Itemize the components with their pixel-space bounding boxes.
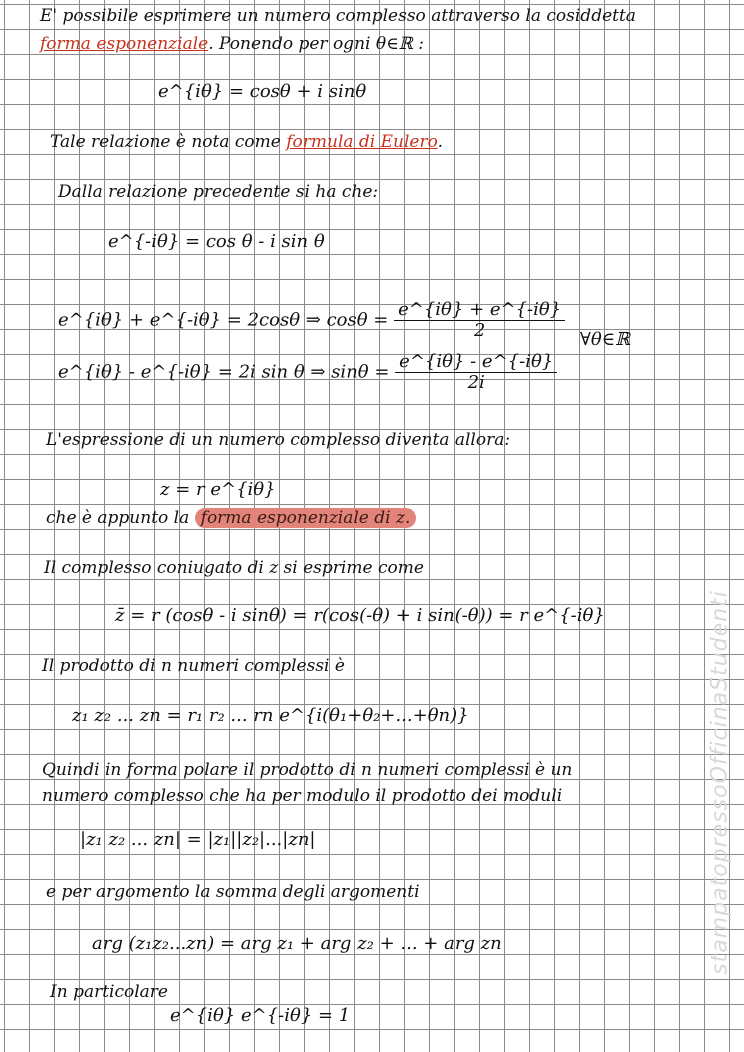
highlight-exponential-form: forma esponenziale di z. bbox=[195, 508, 417, 528]
fraction-cos-denominator: 2 bbox=[473, 320, 486, 341]
equation-conjugate: z̄ = r (cosθ - i sinθ) = r(cos(-θ) + i sin(-θ)) = r e^{-iθ} bbox=[115, 605, 605, 626]
equation-sin bbox=[58, 352, 557, 393]
equation-cos-left: e^{iθ} + e^{-iθ} = 2cosθ ⇒ cosθ = bbox=[58, 309, 389, 331]
text-line-3 bbox=[50, 132, 443, 152]
equation-euler: e^{iθ} = cosθ + i sinθ bbox=[158, 81, 367, 102]
equation-product: z₁ z₂ ... zn = r₁ r₂ ... rn e^{i(θ₁+θ₂+...+θn)} bbox=[72, 705, 469, 726]
equation-exponential-form: z = r e^{iθ} bbox=[160, 479, 276, 500]
fraction-sin-numerator: e^{iθ} - e^{-iθ} bbox=[395, 352, 557, 373]
text-line-4: Dalla relazione precedente si ha che: bbox=[58, 182, 379, 202]
fraction-sin bbox=[395, 352, 557, 393]
fraction-sin-denominator: 2i bbox=[467, 372, 485, 393]
forall-theta: ∀θ∈ℝ bbox=[580, 329, 630, 350]
term-exponential-form: forma esponenziale bbox=[40, 34, 209, 54]
equation-conjugate-euler: e^{-iθ} = cos θ - i sin θ bbox=[108, 231, 325, 252]
fraction-cos bbox=[394, 300, 565, 341]
text-line-6 bbox=[46, 508, 416, 528]
equation-sin-left: e^{iθ} - e^{-iθ} = 2i sin θ ⇒ sinθ = bbox=[58, 361, 390, 383]
text-line-3-a: Tale relazione è nota come bbox=[50, 132, 281, 152]
text-line-12: In particolare bbox=[50, 982, 168, 1002]
text-line-9: Quindi in forma polare il prodotto di n numeri complessi è un bbox=[42, 760, 573, 780]
text-line-2 bbox=[40, 34, 424, 54]
text-line-7: Il complesso coniugato di z si esprime come bbox=[44, 558, 424, 578]
term-euler-formula: formula di Eulero bbox=[286, 132, 438, 152]
equation-cos bbox=[58, 300, 565, 341]
watermark: stampatopressoOfficinaStudenti bbox=[707, 590, 733, 975]
text-line-6-a: che è appunto la bbox=[46, 508, 190, 528]
text-line-3-b: . bbox=[437, 132, 443, 152]
fraction-cos-numerator: e^{iθ} + e^{-iθ} bbox=[394, 300, 565, 321]
equation-identity: e^{iθ} e^{-iθ} = 1 bbox=[170, 1005, 351, 1026]
text-line-2-rest: . Ponendo per ogni θ∈ℝ : bbox=[208, 34, 424, 54]
equation-modulus: |z₁ z₂ ... zn| = |z₁||z₂|...|zn| bbox=[80, 829, 316, 850]
equation-argument: arg (z₁z₂...zn) = arg z₁ + arg z₂ + ... + arg zn bbox=[92, 933, 502, 954]
text-line-1: E' possibile esprimere un numero complesso attraverso la cosiddetta bbox=[40, 6, 636, 26]
text-line-8: Il prodotto di n numeri complessi è bbox=[42, 656, 345, 676]
text-line-5: L'espressione di un numero complesso diventa allora: bbox=[46, 430, 511, 450]
text-line-11: e per argomento la somma degli argomenti bbox=[46, 882, 420, 902]
text-line-10: numero complesso che ha per modulo il prodotto dei moduli bbox=[42, 786, 563, 806]
